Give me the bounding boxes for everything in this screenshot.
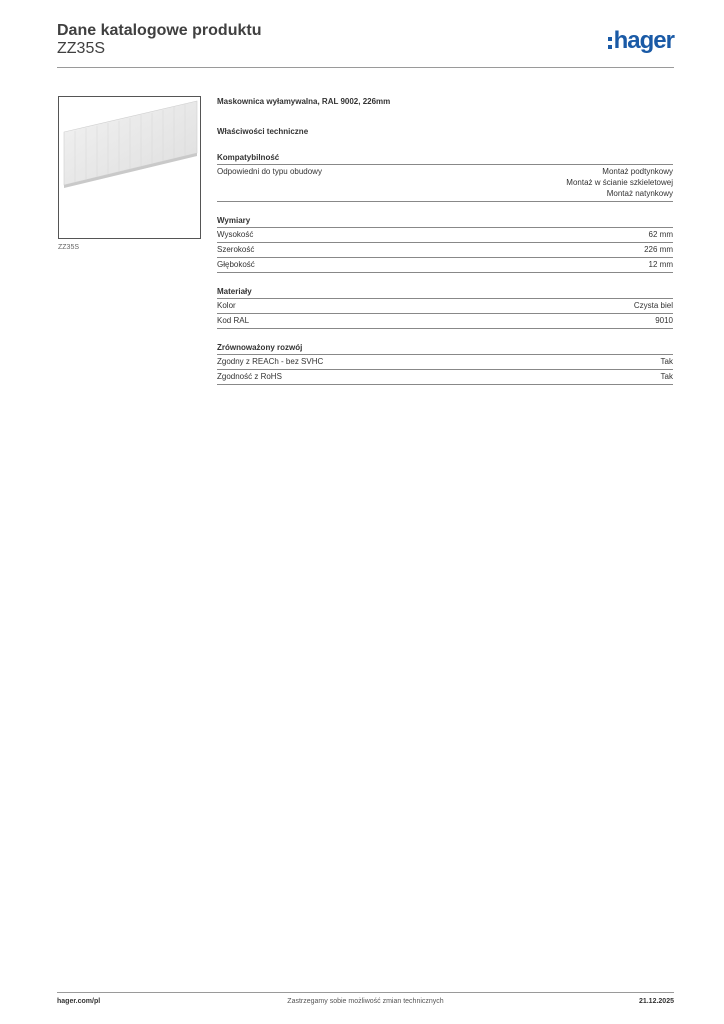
footer-divider [57, 992, 674, 993]
spec-value-line: Tak [660, 357, 673, 366]
spec-value-line: Czysta biel [633, 301, 673, 310]
spec-row [217, 370, 673, 385]
spec-label: Kod RAL [217, 316, 250, 325]
spec-value [661, 356, 673, 367]
spec-row [217, 243, 673, 258]
hager-logo [608, 28, 674, 54]
spec-row [217, 165, 673, 202]
spec-value-line: Montaż natynkowy [606, 189, 673, 198]
spec-group-title: Kompatybilność [217, 152, 673, 165]
spec-value [634, 300, 673, 311]
section-title: Właściwości techniczne [217, 127, 309, 136]
spec-value [644, 244, 673, 255]
spec-value-line: 9010 [655, 316, 673, 325]
product-image [58, 96, 201, 239]
spec-label: Głębokość [217, 260, 255, 269]
spec-row [217, 228, 673, 243]
header-divider [57, 67, 674, 68]
spec-group-title: Materiały [217, 286, 673, 299]
spec-group [217, 286, 673, 329]
spec-value-line: Tak [660, 372, 673, 381]
spec-groups [217, 152, 673, 385]
spec-value [655, 315, 673, 326]
spec-label: Szerokość [217, 245, 255, 254]
page-header [57, 22, 674, 68]
spec-group [217, 342, 673, 385]
product-code: ZZ35S [57, 40, 106, 57]
product-name: Maskownica wyłamywalna, RAL 9002, 226mm [217, 97, 391, 106]
spec-content [217, 97, 673, 385]
image-caption: ZZ35S [58, 244, 80, 251]
spec-value [566, 166, 673, 199]
footer-disclaimer: Zastrzegamy sobie możliwość zmian technicznych [287, 998, 444, 1005]
product-photo-icon [59, 97, 200, 238]
spec-label: Kolor [217, 301, 236, 310]
spec-group-title: Wymiary [217, 215, 673, 228]
spec-value-line: Montaż w ścianie szkieletowej [566, 178, 673, 187]
spec-row [217, 314, 673, 329]
spec-value [649, 259, 673, 270]
footer-website-link[interactable]: hager.com/pl [57, 998, 101, 1005]
spec-group-title: Zrównoważony rozwój [217, 342, 673, 355]
spec-value-line: Montaż podtynkowy [602, 167, 673, 176]
spec-value [661, 371, 673, 382]
spec-label: Odpowiedni do typu obudowy [217, 167, 322, 176]
footer-date: 21.12.2025 [638, 998, 674, 1005]
spec-value [649, 229, 673, 240]
spec-row [217, 355, 673, 370]
spec-value-line: 12 mm [648, 260, 673, 269]
page-title: Dane katalogowe produktu [57, 22, 262, 39]
spec-group [217, 152, 673, 202]
spec-value-line: 226 mm [644, 245, 673, 254]
spec-label: Zgodność z RoHS [217, 372, 282, 381]
logo-dots-icon [608, 37, 612, 49]
spec-label: Zgodny z REACh - bez SVHC [217, 357, 324, 366]
spec-value-line: 62 mm [648, 230, 673, 239]
spec-label: Wysokość [217, 230, 254, 239]
spec-row [217, 258, 673, 273]
spec-row [217, 299, 673, 314]
spec-group [217, 215, 673, 273]
logo-text: hager [613, 27, 674, 54]
